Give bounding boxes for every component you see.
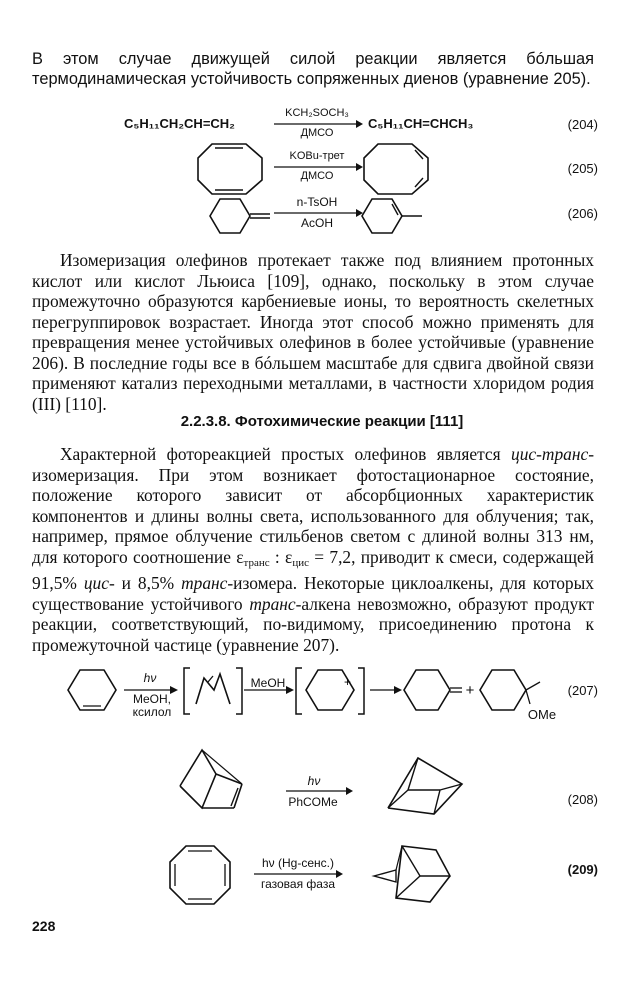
eq208-hv: hν <box>307 774 321 788</box>
eq204-arrow <box>272 118 364 130</box>
eq204-number: (204) <box>567 117 598 132</box>
eq205-solvent: ДМСО <box>300 170 334 182</box>
page-number: 228 <box>32 918 56 934</box>
svg-text:+: + <box>344 675 352 689</box>
cyclooctadiene-nonconj-structure <box>190 140 270 198</box>
eq207-ome: OMe <box>527 707 557 722</box>
norbornene-structure <box>166 744 256 820</box>
methylcyclohexene-structure <box>352 194 432 238</box>
eq205-number: (205) <box>567 161 598 176</box>
eq207-reagent: MeOH <box>250 676 286 690</box>
eq204-product: C₅H₁₁CH=CHCH₃ <box>368 116 474 131</box>
intro-paragraph: В этом случае движущей силой реакции является бóльшая термодинамическая устойчивость сопряженных диенов (уравнение 205). <box>32 50 594 88</box>
eq206-number: (206) <box>567 206 598 221</box>
eq205-reagent: KOBu-трет <box>289 150 345 162</box>
eq204-reagent: KCH₂SOCH₃ <box>285 107 349 119</box>
eq206-reagent: n-TsOH <box>296 195 338 209</box>
quadricyclane-structure <box>378 750 468 822</box>
eq209-condition: hν (Hg-сенс.) <box>262 856 334 870</box>
eq207-cond1: MeOH, <box>132 692 171 706</box>
eq206-arrow <box>272 207 364 219</box>
eq204-solvent: ДМСО <box>300 127 334 139</box>
eq209-number: (209) <box>567 862 598 877</box>
eq207-plus: + <box>465 682 475 699</box>
methylenecyclohexane-structure <box>196 194 276 238</box>
eq208-number: (208) <box>567 792 598 807</box>
photochemistry-paragraph: Характерной фотореакцией простых олефинов является цис-транс-изомеризация. При этом возникает фотостационарное состояние, положение которого зависит от абсорбционных характеристик компонентов и длины волны света, использованного для облучения; так, например, прямое облучение стильбенов светом с длиной волны 313 нм, для которого соотношение $\varepsilon_{транс}$ : $\varepsilon_{цис} = 7,2$, приводит к смеси, содержащей 91,5% цис- и 8,5% транс-изомера. Некоторые циклоалкены, для которых существование устойчивого транс-алкена невозможно, образуют продукт реакции, соответствующий, по-видимому, присоединению протона к промежуточной частице (уравнение 207). <box>32 444 594 655</box>
eq204-reactant: C₅H₁₁CH₂CH=CH₂ <box>124 116 235 131</box>
eq208-sensitizer: PhCOMe <box>288 795 338 809</box>
eq207-cond2: ксилол <box>132 705 172 719</box>
eq207-hv: hν <box>143 671 157 685</box>
eq207-number: (207) <box>567 683 598 698</box>
tricyclic-product-structure <box>366 836 456 912</box>
cyclohexene-structure <box>68 670 116 710</box>
cyclooctadiene-conj-structure <box>356 140 436 198</box>
section-heading: 2.2.3.8. Фотохимические реакции [111] <box>180 413 464 430</box>
eq209-phase: газовая фаза <box>260 877 336 891</box>
cyclooctatetraene-structure <box>164 842 236 908</box>
eq206-solvent: AcOH <box>300 216 333 230</box>
eq205-arrow <box>272 161 364 173</box>
isomerization-paragraph: Изомеризация олефинов протекает также под влиянием протонных кислот или кислот Льюиса [109], однако, поскольку в этом случае промежуточно образуются карбениевые ионы, то вероятность скелетных перегруппировок возрастает. Иногда этот способ можно применять для превращения менее устойчивых олефинов в более устойчивые (уравнение 206). В последние годы все в бóльшем масштабе для сдвига двойной связи применяют катализ переходными металлами, в частности хлоридом родия (III) [110]. <box>32 250 594 414</box>
